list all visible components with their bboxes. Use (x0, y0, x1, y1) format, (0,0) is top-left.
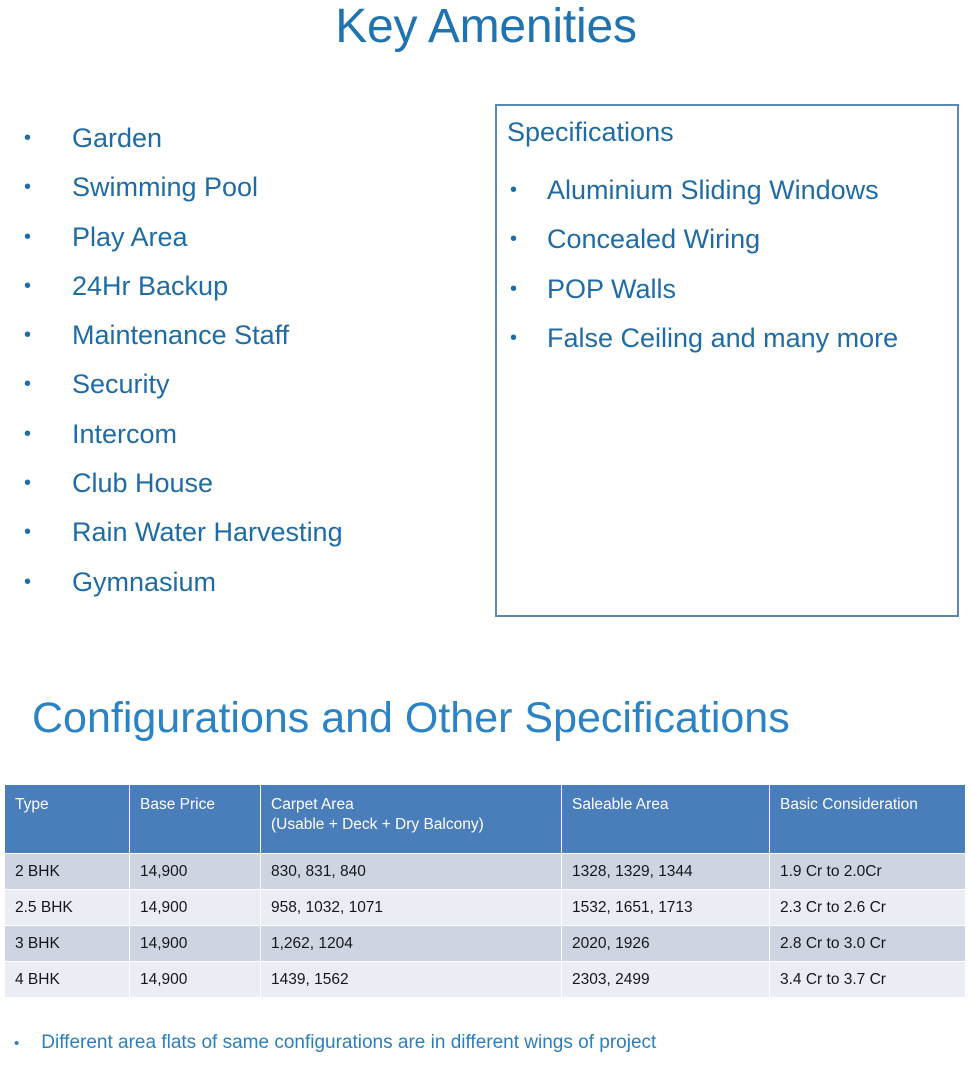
table-row (5, 890, 965, 925)
bullet-icon: • (24, 422, 32, 445)
cell-basic-consideration: 3.4 Cr to 3.7 Cr (770, 962, 965, 997)
table-row (5, 926, 965, 961)
table-header-row (5, 785, 965, 853)
list-item (14, 114, 484, 163)
amenity-label: Maintenance Staff (72, 320, 290, 351)
cell-base-price: 14,900 (130, 890, 260, 925)
list-item (14, 508, 484, 557)
amenity-label: Play Area (72, 221, 188, 252)
list-item (497, 265, 957, 314)
cell-saleable-area: 2303, 2499 (562, 962, 769, 997)
cell-base-price: 14,900 (130, 926, 260, 961)
amenity-label: Garden (72, 123, 163, 153)
specification-label: Aluminium Sliding Windows (547, 175, 879, 205)
amenity-label: Rain Water Harvesting (72, 517, 343, 548)
section-title: Configurations and Other Specifications (32, 694, 790, 742)
header-main: Base Price (140, 796, 215, 813)
list-item (14, 360, 484, 409)
header-main: Type (15, 796, 49, 813)
amenity-label: Security (72, 369, 170, 400)
bullet-icon: • (24, 225, 32, 248)
list-item (14, 410, 484, 459)
cell-basic-consideration: 2.8 Cr to 3.0 Cr (770, 926, 965, 961)
amenity-label: Swimming Pool (72, 172, 259, 203)
cell-base-price: 14,900 (130, 962, 260, 997)
bullet-icon: • (24, 373, 32, 396)
header-main: Basic Consideration (780, 796, 918, 813)
bullet-icon: • (510, 228, 518, 251)
cell-type: 2 BHK (5, 854, 129, 889)
list-item (497, 166, 957, 215)
list-item (14, 163, 484, 212)
bullet-icon: • (510, 277, 518, 300)
page-title: Key Amenities (335, 0, 637, 53)
specifications-box (495, 104, 959, 617)
table-row (5, 854, 965, 889)
bullet-icon: • (24, 176, 32, 199)
list-item (14, 558, 484, 607)
specification-label: Concealed Wiring (547, 224, 761, 255)
bullet-icon: • (24, 324, 32, 347)
specifications-list (497, 166, 957, 363)
bullet-icon: • (24, 274, 32, 297)
cell-basic-consideration: 2.3 Cr to 2.6 Cr (770, 890, 965, 925)
bullet-icon: • (24, 521, 32, 544)
bullet-icon: • (510, 326, 518, 349)
specification-label: POP Walls (547, 273, 677, 304)
cell-carpet-area: 958, 1032, 1071 (261, 890, 561, 925)
bullet-icon: • (14, 1034, 20, 1052)
cell-saleable-area: 2020, 1926 (562, 926, 769, 961)
column-header-basic-consideration (770, 785, 965, 853)
configurations-table (4, 784, 966, 998)
header-sub: (Usable + Deck + Dry Balcony) (271, 816, 484, 833)
specification-label: False Ceiling and many more (547, 322, 899, 353)
cell-base-price: 14,900 (130, 854, 260, 889)
list-item (14, 459, 484, 508)
cell-basic-consideration: 1.9 Cr to 2.0Cr (770, 854, 965, 889)
cell-type: 2.5 BHK (5, 890, 129, 925)
column-header-base-price (130, 785, 260, 853)
bullet-icon: • (510, 179, 518, 201)
list-item (14, 213, 484, 262)
list-item (497, 314, 957, 363)
cell-type: 3 BHK (5, 926, 129, 961)
specifications-heading: Specifications (507, 117, 674, 147)
table-row (5, 962, 965, 997)
bullet-icon: • (24, 127, 32, 149)
cell-carpet-area: 1439, 1562 (261, 962, 561, 997)
bullet-icon: • (24, 570, 32, 593)
column-header-carpet-area (261, 785, 561, 853)
cell-saleable-area: 1532, 1651, 1713 (562, 890, 769, 925)
bullet-icon: • (24, 472, 32, 495)
list-item (14, 311, 484, 360)
amenity-label: 24Hr Backup (72, 270, 229, 301)
list-item (497, 215, 957, 264)
amenity-label: Intercom (72, 418, 178, 449)
amenity-label: Club House (72, 468, 214, 499)
cell-carpet-area: 1,262, 1204 (261, 926, 561, 961)
cell-carpet-area: 830, 831, 840 (261, 854, 561, 889)
amenity-label: Gymnasium (72, 566, 217, 597)
cell-saleable-area: 1328, 1329, 1344 (562, 854, 769, 889)
footnote-text: Different area flats of same configurations are in different wings of project (41, 1032, 657, 1053)
list-item (14, 262, 484, 311)
column-header-type (5, 785, 129, 853)
header-main: Carpet Area (271, 796, 354, 813)
column-header-saleable-area (562, 785, 769, 853)
header-main: Saleable Area (572, 796, 669, 813)
amenities-list (14, 114, 484, 607)
cell-type: 4 BHK (5, 962, 129, 997)
footnote (14, 1032, 656, 1054)
